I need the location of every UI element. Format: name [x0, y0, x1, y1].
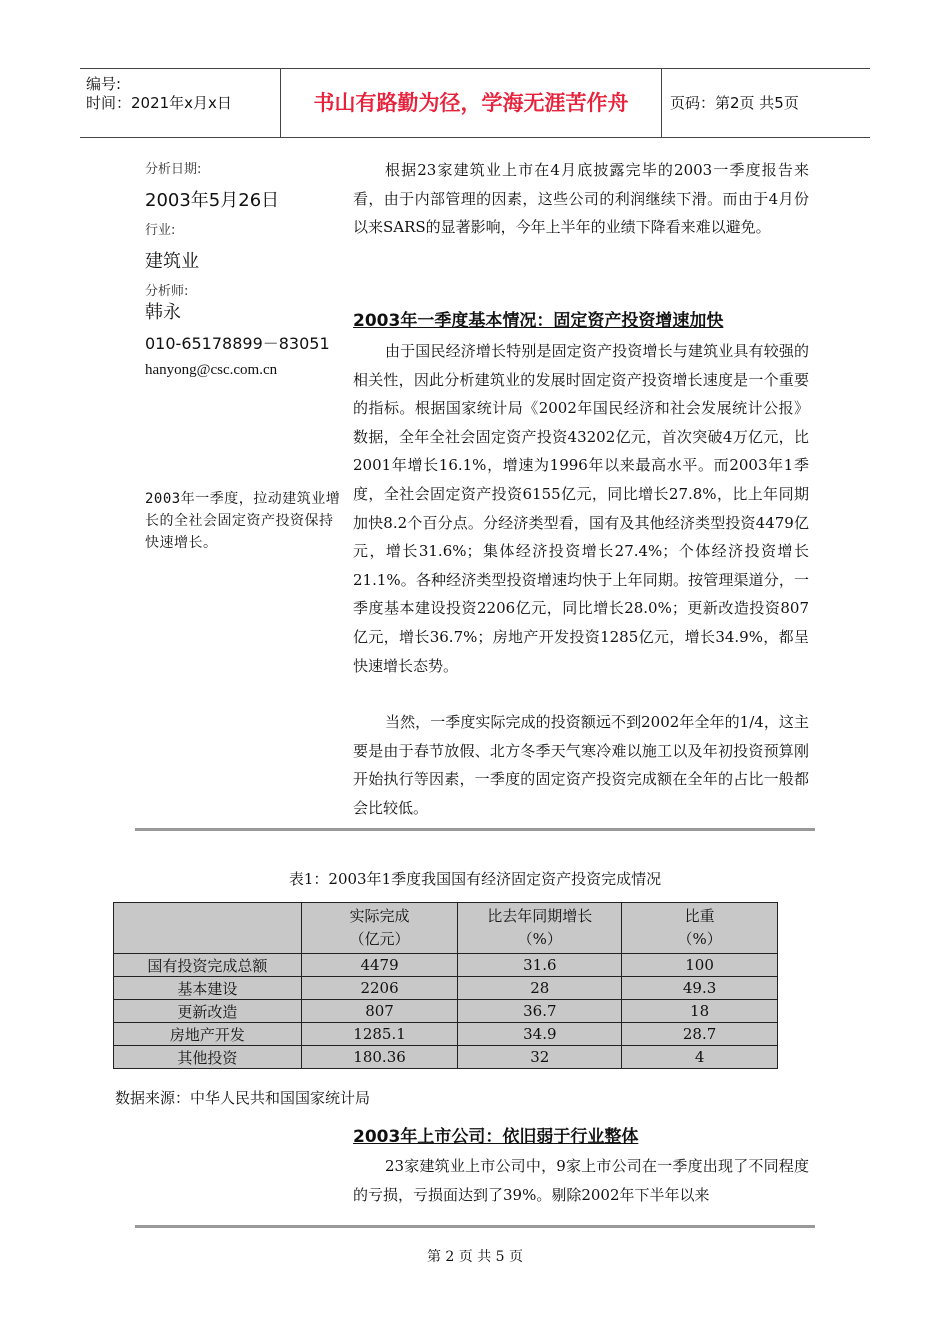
- row-name: 其他投资: [114, 1046, 302, 1069]
- row-share: 49.3: [622, 977, 778, 1000]
- header-page-number: 页码：第2页 共5页: [670, 94, 799, 112]
- table-row: [114, 977, 778, 1000]
- sidebar-note: 2003年一季度，拉动建筑业增长的全社会固定资产投资保持快速增长。: [145, 491, 341, 551]
- table-source: 数据来源：中华人民共和国国家统计局: [115, 1089, 371, 1107]
- table-row: [114, 1046, 778, 1069]
- row-actual: 1285.1: [301, 1023, 458, 1046]
- row-share: 100: [622, 954, 778, 977]
- row-actual: 180.36: [301, 1046, 458, 1069]
- table-header-actual: 实际完成 （亿元）: [301, 903, 458, 954]
- code-label: 编号:: [86, 75, 122, 93]
- row-name: 国有投资完成总额: [114, 954, 302, 977]
- investment-table: [113, 902, 778, 1069]
- table-row: [114, 1000, 778, 1023]
- analyst-label: 分析师:: [145, 284, 189, 299]
- header-motto: 书山有路勤为径，学海无涯苦作舟: [281, 69, 662, 137]
- row-growth: 28: [458, 977, 622, 1000]
- paragraph-2: 当然，一季度实际完成的投资额远不到2002年全年的1/4，这主要是由于春节放假、北方冬季天气寒冷难以施工以及年初投资预算刚开始执行等因素，一季度的固定资产投资完成额在全年的占比一般都会比较低。: [353, 713, 809, 817]
- time-label: 时间：2021年x月x日: [86, 94, 232, 112]
- row-share: 18: [622, 1000, 778, 1023]
- row-share: 28.7: [622, 1023, 778, 1046]
- intro-paragraph: 根据23家建筑业上市在4月底披露完毕的2003一季度报告来看，由于内部管理的因素，这些公司的利润继续下滑。而由于4月份以来SARS的显著影响，今年上半年的业绩下降看来难以避免。: [353, 161, 809, 237]
- date-label: 分析日期:: [145, 162, 202, 177]
- row-actual: 4479: [301, 954, 458, 977]
- date-value: 2003年5月26日: [145, 190, 280, 211]
- paragraph-1: 由于国民经济增长特别是固定资产投资增长与建筑业具有较强的相关性，因此分析建筑业的发展时固定资产投资增长速度是一个重要的指标。根据国家统计局《2002年国民经济和社会发展统计公报》数据，全年全社会固定资产投资43202亿元，首次突破4万亿元，比2001年增长16.1%，增速为1996年以来最高水平。而2003年1季度，全社会固定资产投资6155亿元，同比增长27.8%，比上年同期加快8.2个百分点。分经济类型看，国有及其他经济类型投资4479亿元，增长31.6%；集体经济投资增长27.4%；个体经济投资增长21.1%。各种经济类型投资增速均快于上年同期。按管理渠道分，一季度基本建设投资2206亿元，同比增长28.0%；更新改造投资807亿元，增长36.7%；房地产开发投资1285亿元，增长34.9%，都呈快速增长态势。: [353, 342, 809, 675]
- row-growth: 32: [458, 1046, 622, 1069]
- table-row: [114, 954, 778, 977]
- analyst-email[interactable]: hanyong@csc.com.cn: [145, 362, 278, 378]
- analyst-name: 韩永: [145, 302, 181, 323]
- industry-label: 行业:: [145, 223, 176, 238]
- row-actual: 807: [301, 1000, 458, 1023]
- row-name: 基本建设: [114, 977, 302, 1000]
- table-header-row: [114, 903, 778, 954]
- section-heading-2: 2003年上市公司：依旧弱于行业整体: [353, 1127, 639, 1147]
- section-heading-1: 2003年一季度基本情况：固定资产投资增速加快: [353, 311, 724, 331]
- row-growth: 31.6: [458, 954, 622, 977]
- table-header-share: 比重 （%）: [622, 903, 778, 954]
- page-header: [80, 68, 870, 138]
- row-name: 房地产开发: [114, 1023, 302, 1046]
- row-growth: 34.9: [458, 1023, 622, 1046]
- row-name: 更新改造: [114, 1000, 302, 1023]
- page-footer: 第 2 页 共 5 页: [426, 1249, 524, 1265]
- industry-value: 建筑业: [145, 251, 199, 272]
- paragraph-3: 23家建筑业上市公司中，9家上市公司在一季度出现了不同程度的亏损，亏损面达到了39%。剔除2002年下半年以来: [353, 1157, 809, 1204]
- table-row: [114, 1023, 778, 1046]
- header-meta: [80, 69, 281, 137]
- analyst-phone: 010-65178899－83051: [145, 334, 330, 353]
- table-header-growth: 比去年同期增长 （%）: [458, 903, 622, 954]
- row-actual: 2206: [301, 977, 458, 1000]
- divider: [135, 828, 815, 831]
- divider-bottom: [135, 1225, 815, 1228]
- row-share: 4: [622, 1046, 778, 1069]
- table-header-blank: [114, 903, 302, 954]
- row-growth: 36.7: [458, 1000, 622, 1023]
- table-caption: 表1：2003年1季度我国国有经济固定资产投资完成情况: [288, 870, 662, 888]
